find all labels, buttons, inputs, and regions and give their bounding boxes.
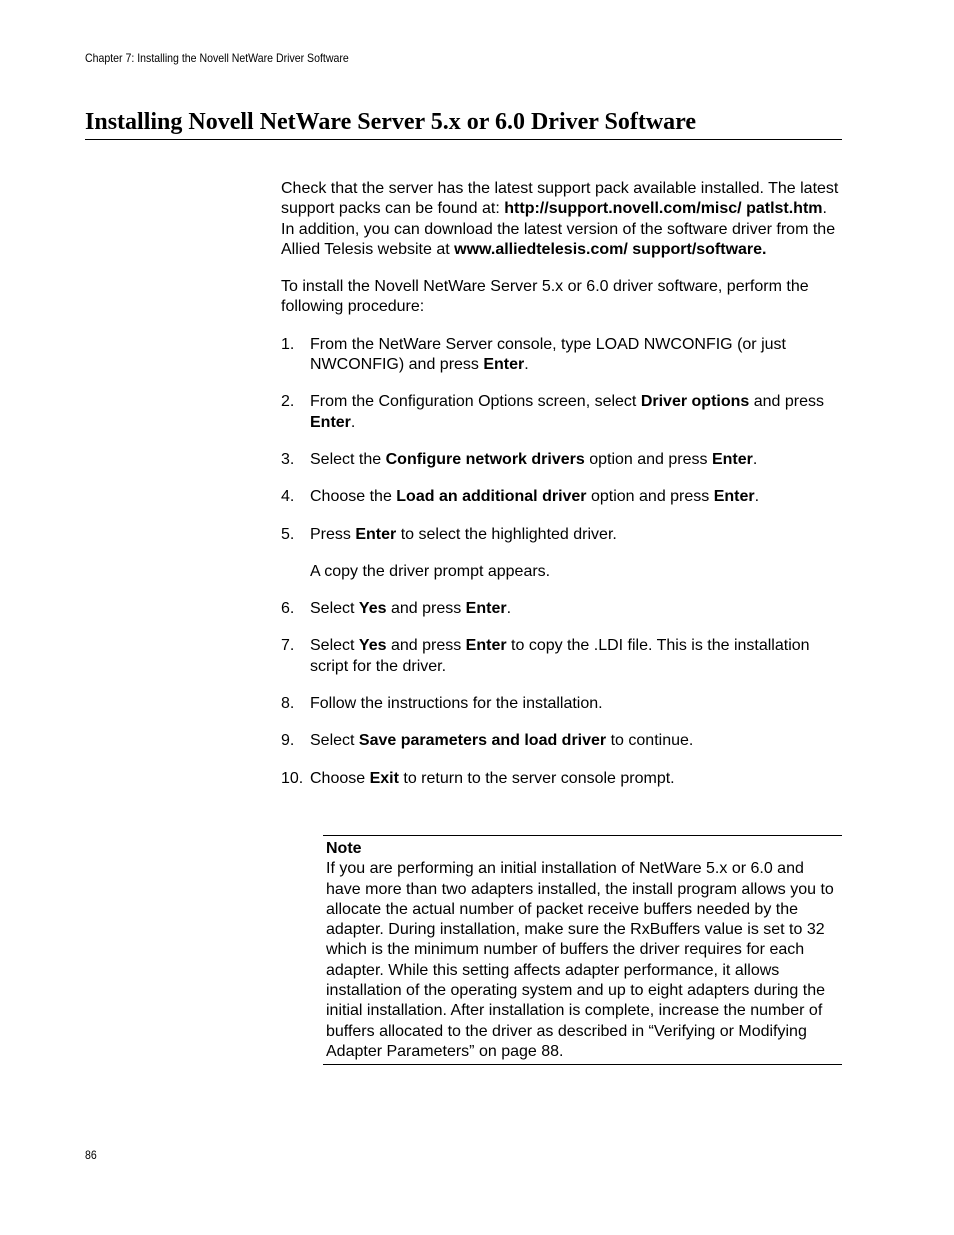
step-item xyxy=(281,769,842,789)
intro-text: Check that the server has the latest support pack available installed. The latest support packs can be found at: xyxy=(281,180,839,218)
running-head: Chapter 7: Installing the Novell NetWare Driver Software xyxy=(85,51,349,65)
step-number: 8. xyxy=(281,695,295,713)
step-item xyxy=(281,599,842,619)
step-item xyxy=(281,636,842,677)
step-text: option and press xyxy=(584,450,712,468)
step-keyword: Load an additional driver xyxy=(396,488,587,506)
procedure-steps xyxy=(281,335,842,789)
step-text: to copy the .LDI file. This is the installation script for the driver. xyxy=(310,637,810,675)
intro-paragraph-1 xyxy=(281,179,842,260)
support-url-link[interactable]: http://support.novell.com/misc/ patlst.htm xyxy=(504,200,823,218)
note-text: If you are performing an initial installation of NetWare 5.x or 6.0 and have more than two adapters installed, the install program allows you to allocate the actual number of packet receive buffers needed by the adapter. During installation, make sure the RxBuffers value is set to 32 which is the minimum number of buffers the driver requires for each adapter. While this setting affects adapter performance, it allows installation of the operating system and up to eight adapters during the initial installation. After installation is complete, increase the number of buffers allocated to the driver as described in “Verifying or Modifying Adapter Parameters” on page 88. xyxy=(326,860,834,1060)
step-number: 2. xyxy=(281,393,295,411)
step-number: 9. xyxy=(281,732,295,750)
step-text: From the NetWare Server console, type LOAD NWCONFIG (or just NWCONFIG) and press xyxy=(310,335,786,374)
step-text: Choose xyxy=(310,769,370,787)
step-keyword: Enter xyxy=(713,488,755,506)
step-keyword: Configure network drivers xyxy=(385,450,585,468)
step-text: . xyxy=(752,450,758,468)
step-text: and press xyxy=(386,600,466,618)
page-number: 86 xyxy=(85,1148,97,1162)
step-text: Choose the xyxy=(310,488,397,506)
step-text: . xyxy=(524,356,529,374)
step-number: 7. xyxy=(281,637,295,655)
step-keyword: Enter xyxy=(465,600,507,618)
step-text: Select the xyxy=(310,450,386,468)
body-column xyxy=(281,179,842,789)
step-item xyxy=(281,525,842,583)
step-text: From the Configuration Options screen, select xyxy=(310,393,641,411)
step-number: 1. xyxy=(281,335,295,353)
step-text: and press xyxy=(386,637,466,655)
step-text: and press xyxy=(749,393,825,411)
step-text: Select xyxy=(310,732,359,750)
step-keyword: Enter xyxy=(310,413,351,431)
step-keyword: Enter xyxy=(355,525,397,543)
intro-text: . In addition, you can download the latest version of the software driver from the Allied Telesis website at xyxy=(281,200,836,258)
step-text: . xyxy=(506,600,512,618)
step-text: Select xyxy=(310,600,359,618)
step-keyword: Yes xyxy=(358,637,387,655)
step-item xyxy=(281,487,842,507)
step-text: to return to the server console prompt. xyxy=(398,769,675,787)
step-text: . xyxy=(350,413,356,431)
step-keyword: Exit xyxy=(369,769,399,787)
step-item xyxy=(281,335,842,376)
step-keyword: Enter xyxy=(711,450,753,468)
step-subtext: A copy the driver prompt appears. xyxy=(310,562,551,580)
step-text: Follow the instructions for the installation. xyxy=(310,695,603,713)
step-text: Select xyxy=(310,637,359,655)
step-number: 10. xyxy=(281,769,304,787)
step-number: 3. xyxy=(281,450,295,468)
step-item xyxy=(281,694,842,714)
step-text: to select the highlighted driver. xyxy=(396,525,617,543)
note-box xyxy=(323,835,842,1065)
page-title: Installing Novell NetWare Server 5.x or 6.0 Driver Software xyxy=(85,107,842,140)
step-keyword: Save parameters and load driver xyxy=(358,732,607,750)
step-keyword: Enter xyxy=(465,637,507,655)
step-keyword: Driver options xyxy=(640,393,750,411)
step-item xyxy=(281,450,842,470)
website-url-link[interactable]: www.alliedtelesis.com/ support/software. xyxy=(454,240,767,258)
note-heading: Note xyxy=(326,840,362,857)
step-keyword: Enter xyxy=(483,356,525,374)
step-item xyxy=(281,392,842,433)
intro-paragraph-2: To install the Novell NetWare Server 5.x or 6.0 driver software, perform the following procedure: xyxy=(281,278,809,316)
step-item xyxy=(281,731,842,751)
step-number: 5. xyxy=(281,525,295,543)
step-number: 4. xyxy=(281,488,295,506)
step-number: 6. xyxy=(281,600,295,618)
step-text: option and press xyxy=(586,488,714,506)
step-keyword: Yes xyxy=(358,600,387,618)
step-text: Press xyxy=(310,525,356,543)
step-text: . xyxy=(754,488,760,506)
step-text: to continue. xyxy=(606,732,694,750)
